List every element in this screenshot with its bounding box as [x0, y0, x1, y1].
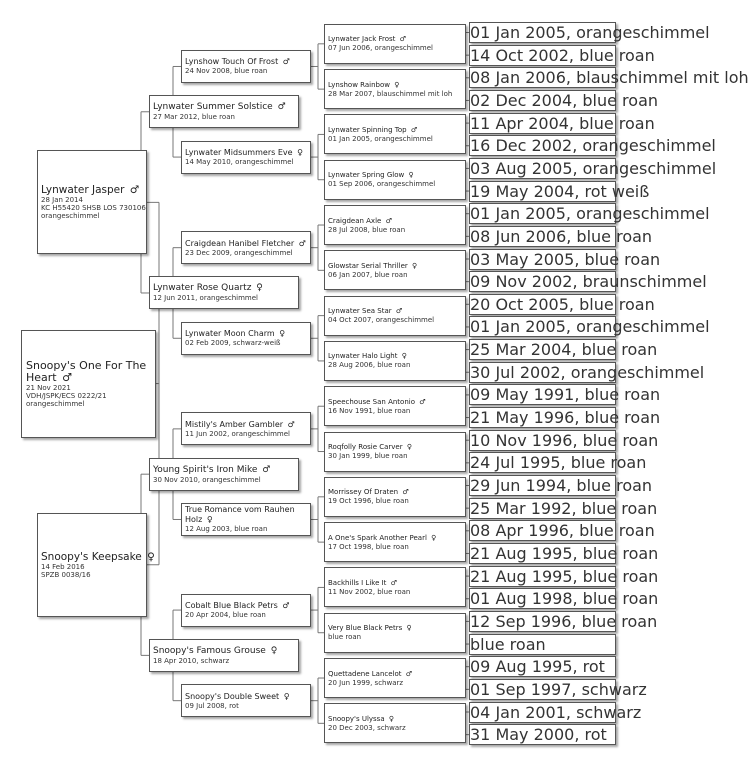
dog-name-text: Lynwater Moon Charm [185, 329, 275, 339]
dog-birth-info: 17 Oct 1998, blue roan [328, 542, 409, 551]
female-symbol-icon: ♀ [270, 645, 278, 656]
dog-name-text: Lynwater Spring Glow [328, 171, 405, 180]
dog-name [328, 670, 462, 679]
dog-birth-info: 11 Apr 2004, blue roan [470, 113, 655, 133]
dog-name [26, 360, 151, 384]
dog-birth-info: 25 Mar 1992, blue roan [470, 498, 658, 518]
ancestor-card-gen5[interactable] [469, 113, 655, 134]
ancestor-card-gen5[interactable] [469, 384, 661, 405]
dog-birth-info: 14 Oct 2002, blue roan [470, 45, 655, 65]
ancestor-card-gen5[interactable] [469, 316, 710, 337]
dog-name-text: Cobalt Blue Black Petrs [185, 601, 278, 611]
dog-birth-info: 01 Sep 2006, orangeschimmel [328, 180, 436, 189]
dog-birth-info: blue roan [328, 633, 362, 642]
dog-name-text: Glowstar Serial Thriller [328, 261, 408, 270]
dog-name-text: Speechouse San Antonio [328, 397, 415, 406]
dog-birth-info: 30 Jan 1999, blue roan [328, 452, 408, 461]
dog-birth-info: 31 May 2000, rot [470, 725, 607, 745]
ancestor-card-gen4[interactable] [324, 24, 466, 64]
dog-name-text: Quettadene Lancelot [328, 669, 402, 678]
ancestor-card-gen5[interactable] [469, 566, 659, 587]
female-symbol-icon: ♀ [283, 691, 290, 701]
ancestor-card-gen4[interactable] [324, 703, 466, 743]
male-symbol-icon: ♂ [419, 397, 426, 406]
dog-name [153, 283, 295, 294]
dog-birth-info: 07 Jun 2006, orangeschimmel [328, 44, 433, 53]
dog-name [185, 329, 307, 339]
dog-birth-info: 09 Nov 2002, braunschimmel [470, 272, 707, 292]
dog-birth-info: 01 Jan 2005, orangeschimmel [470, 317, 710, 337]
dog-birth-info: 09 Aug 1995, rot [470, 657, 605, 677]
ancestor-card-gen3[interactable] [181, 412, 311, 445]
ancestor-card-gen3[interactable] [181, 231, 311, 264]
dog-birth-info: 12 Aug 2003, blue roan [185, 525, 268, 534]
dog-birth-info: 16 Dec 2002, orangeschimmel [470, 136, 716, 156]
dog-name-text: Lynwater Jasper [41, 184, 125, 197]
ancestor-card-gen5[interactable] [469, 679, 647, 700]
dog-birth-info: 24 Nov 2008, blue roan [185, 67, 268, 76]
ancestor-card-gen5[interactable] [469, 67, 749, 88]
dog-birth-info: 30 Nov 2010, orangeschimmel [153, 475, 261, 484]
dog-birth-info: 24 Jul 1995, blue roan [470, 453, 647, 473]
male-symbol-icon: ♂ [277, 102, 286, 113]
dog-birth-info: 14 Feb 2016 [41, 562, 85, 571]
dog-name-text: Lynwater Sea Star [328, 307, 392, 316]
ancestor-card-gen4[interactable] [324, 522, 466, 562]
dog-name [185, 148, 307, 158]
dog-name [328, 171, 462, 180]
ancestor-card-gen5[interactable] [469, 452, 647, 473]
dog-name-text: Lynwater Jack Frost [328, 35, 396, 44]
ancestor-card-gen4[interactable] [324, 477, 466, 517]
dog-birth-info: 21 Aug 1995, blue roan [470, 543, 659, 563]
dog-name-text: Roqfolly Rosie Carver [328, 443, 403, 452]
ancestor-card-gen5[interactable] [469, 181, 650, 202]
ancestor-card-gen1[interactable] [37, 513, 155, 617]
dog-birth-info: 11 Jun 2002, orangeschimmel [185, 429, 290, 438]
dog-birth-info: 04 Jan 2001, schwarz [470, 702, 642, 722]
dog-birth-info: 30 Jul 2002, orangeschimmel [470, 362, 705, 382]
dog-birth-info: 20 Oct 2005, blue roan [470, 294, 655, 314]
dog-name [328, 217, 462, 226]
ancestor-card-gen5[interactable] [469, 430, 659, 451]
dog-registration-info: VDH/JSPK/ECS 0222/21 [26, 391, 107, 400]
dog-name-text: Snoopy's One For The Heart [26, 358, 147, 384]
dog-name [185, 239, 307, 249]
dog-birth-info: 28 Mar 2007, blauschimmel mit loh [328, 89, 453, 98]
ancestor-card-gen5[interactable] [469, 249, 661, 270]
ancestor-card-gen2[interactable] [149, 95, 299, 128]
ancestor-card-gen4[interactable] [324, 658, 466, 698]
ancestor-card-gen3[interactable] [181, 322, 311, 355]
dog-registration-info: SPZB 0038/16 [41, 570, 91, 579]
ancestor-card-gen5[interactable] [469, 634, 616, 655]
dog-birth-info: 20 Apr 2004, blue roan [185, 611, 266, 620]
ancestor-card-gen5[interactable] [469, 520, 655, 541]
ancestor-card-gen4[interactable] [324, 205, 466, 245]
dog-birth-info: 01 Aug 1998, blue roan [470, 589, 659, 609]
female-symbol-icon: ♀ [279, 329, 286, 339]
dog-birth-info: 12 Sep 1996, blue roan [470, 611, 658, 631]
dog-birth-info: 14 May 2010, orangeschimmel [185, 158, 294, 167]
dog-name [185, 505, 307, 525]
dog-name [328, 352, 462, 361]
dog-name-text: Lynwater Summer Solstice [153, 102, 273, 113]
ancestor-card-gen5[interactable] [469, 362, 705, 383]
dog-birth-info: 23 Dec 2009, orangeschimmel [185, 248, 293, 257]
dog-name [328, 398, 462, 407]
ancestor-card-gen1[interactable] [37, 150, 147, 254]
ancestor-card-gen2[interactable] [149, 639, 299, 672]
dog-name-text: Snoopy's Ulyssa [328, 714, 385, 723]
dog-name [185, 420, 307, 430]
dog-birth-info: 03 Aug 2005, orangeschimmel [470, 158, 717, 178]
dog-name-text: Mistily's Amber Gambler [185, 419, 284, 429]
ancestor-card-gen5[interactable] [469, 271, 707, 292]
dog-name-text: Craigdean Hanibel Fletcher [185, 238, 295, 248]
ancestor-card-gen3[interactable] [181, 594, 311, 627]
ancestor-card-gen5[interactable] [469, 22, 710, 43]
female-symbol-icon: ♀ [406, 624, 412, 633]
dog-name-text: Young Spirit's Iron Mike [153, 464, 258, 475]
male-symbol-icon: ♂ [262, 464, 271, 475]
dog-name [41, 184, 143, 196]
dog-birth-info: blue roan [470, 634, 546, 654]
male-symbol-icon: ♂ [399, 35, 406, 44]
ancestor-card-gen5[interactable] [469, 475, 653, 496]
dog-name-text: Snoopy's Famous Grouse [153, 645, 266, 656]
male-symbol-icon: ♂ [282, 57, 290, 67]
ancestor-card-gen5[interactable] [469, 611, 658, 632]
dog-name-text: Craigdean Axle [328, 216, 382, 225]
dog-name-text: Lynwater Halo Light [328, 352, 398, 361]
dog-birth-info: 08 Jun 2006, blue roan [470, 226, 653, 246]
dog-name-text: Very Blue Black Petrs [328, 624, 403, 633]
male-symbol-icon: ♂ [405, 669, 413, 678]
ancestor-card-gen5[interactable] [469, 339, 658, 360]
ancestor-card-gen4[interactable] [324, 341, 466, 381]
dog-name [328, 262, 462, 271]
dog-name [328, 81, 462, 90]
dog-birth-info: 02 Feb 2009, schwarz-weiß [185, 339, 281, 348]
ancestor-card-gen3[interactable] [181, 141, 311, 174]
dog-birth-info: 20 Jun 1999, schwarz [328, 678, 404, 687]
dog-birth-info: 21 May 1996, blue roan [470, 408, 661, 428]
dog-name-text: Lynshow Rainbow [328, 80, 390, 89]
dog-birth-info: 28 Jan 2014 [41, 196, 83, 205]
dog-name [328, 126, 462, 135]
female-symbol-icon: ♀ [297, 148, 303, 158]
dog-birth-info: 28 Jul 2008, blue roan [328, 225, 406, 234]
dog-birth-info: 21 Aug 1995, blue roan [470, 566, 659, 586]
ancestor-card-gen5[interactable] [469, 588, 659, 609]
dog-name [328, 307, 462, 316]
dog-name [328, 534, 462, 543]
dog-birth-info: 02 Dec 2004, blue roan [470, 90, 659, 110]
dog-birth-info: 09 Jul 2008, rot [185, 701, 239, 710]
female-symbol-icon: ♀ [401, 352, 407, 361]
male-symbol-icon: ♂ [395, 307, 403, 316]
ancestor-card-gen5[interactable] [469, 226, 653, 247]
dog-birth-info: 08 Apr 1996, blue roan [470, 521, 655, 541]
female-symbol-icon: ♀ [394, 80, 400, 89]
female-symbol-icon: ♀ [408, 171, 414, 180]
ancestor-card-gen4[interactable] [324, 250, 466, 290]
dog-birth-info: 29 Jun 1994, blue roan [470, 476, 653, 495]
male-symbol-icon: ♂ [287, 419, 295, 429]
dog-name [328, 624, 462, 633]
dog-name [153, 102, 295, 113]
dog-registration-info: orangeschimmel [41, 212, 100, 221]
ancestor-card-gen5[interactable] [469, 498, 658, 519]
ancestor-card-gen4[interactable] [324, 432, 466, 472]
dog-name [185, 57, 307, 67]
ancestor-card-gen5[interactable] [469, 135, 716, 156]
male-symbol-icon: ♂ [129, 184, 140, 197]
ancestor-card-gen5[interactable] [469, 543, 659, 564]
ancestor-card-gen2[interactable] [149, 276, 299, 309]
dog-birth-info: 01 Jan 2005, orangeschimmel [328, 134, 433, 143]
dog-birth-info: 12 Jun 2011, orangeschimmel [153, 294, 258, 303]
subject-card[interactable] [21, 330, 156, 438]
ancestor-card-gen4[interactable] [324, 296, 466, 336]
dog-birth-info: 25 Mar 2004, blue roan [470, 340, 658, 360]
male-symbol-icon: ♂ [385, 216, 392, 225]
dog-name-text: Lynwater Midsummers Eve [185, 148, 293, 158]
dog-birth-info: 03 May 2005, blue roan [470, 249, 661, 269]
dog-registration-info: KC H55420 SHSB LOS 730106 [41, 204, 146, 213]
dog-birth-info: 01 Jan 2005, orangeschimmel [470, 204, 710, 224]
ancestor-card-gen4[interactable] [324, 386, 466, 426]
female-symbol-icon: ♀ [431, 533, 437, 542]
dog-birth-info: 19 May 2004, rot weiß [470, 181, 650, 201]
ancestor-card-gen5[interactable] [469, 294, 655, 315]
ancestor-card-gen3[interactable] [181, 50, 311, 83]
dog-birth-info: 21 Nov 2021 [26, 383, 71, 392]
ancestor-card-gen5[interactable] [469, 407, 661, 428]
female-symbol-icon: ♀ [256, 283, 263, 294]
dog-name-text: Lynwater Rose Quartz [153, 283, 252, 294]
dog-name [41, 550, 155, 563]
ancestor-card-gen3[interactable] [181, 503, 311, 536]
dog-birth-info: 18 Apr 2010, schwarz [153, 656, 230, 665]
dog-name-text: Lynwater Spinning Top [328, 125, 407, 134]
dog-name [328, 579, 462, 588]
dog-birth-info: 01 Sep 1997, schwarz [470, 679, 647, 699]
dog-name-text: A One's Spark Another Pearl [328, 533, 427, 542]
dog-name [328, 715, 462, 724]
dog-name [328, 35, 462, 44]
ancestor-card-gen3[interactable] [181, 684, 311, 717]
dog-birth-info: 04 Oct 2007, orangeschimmel [328, 316, 435, 325]
ancestor-card-gen4[interactable] [324, 114, 466, 154]
dog-birth-info: 08 Jan 2006, blauschimmel mit loh [470, 68, 749, 88]
ancestor-card-gen5[interactable] [469, 45, 655, 66]
dog-birth-info: 06 Jan 2007, blue roan [328, 270, 408, 279]
female-symbol-icon: ♀ [206, 515, 213, 525]
ancestor-card-gen4[interactable] [324, 567, 466, 607]
ancestor-card-gen5[interactable] [469, 90, 659, 111]
male-symbol-icon: ♂ [390, 578, 397, 587]
dog-birth-info: 10 Nov 1996, blue roan [470, 430, 659, 450]
dog-name-text: Lynshow Touch Of Frost [185, 57, 279, 67]
dog-birth-info: 09 May 1991, blue roan [470, 385, 661, 405]
ancestor-card-gen5[interactable] [469, 702, 642, 723]
female-symbol-icon: ♀ [147, 550, 155, 563]
dog-birth-info: 16 Nov 1991, blue roan [328, 406, 411, 415]
ancestor-card-gen5[interactable] [469, 656, 616, 677]
ancestor-card-gen4[interactable] [324, 613, 466, 653]
dog-birth-info: 19 Oct 1996, blue roan [328, 497, 409, 506]
male-symbol-icon: ♂ [282, 601, 290, 611]
ancestor-card-gen5[interactable] [469, 724, 616, 745]
male-symbol-icon: ♂ [410, 125, 418, 134]
dog-name [153, 465, 295, 476]
ancestor-card-gen4[interactable] [324, 69, 466, 109]
dog-registration-info: orangeschimmel [26, 399, 85, 408]
dog-name-text: True Romance vom Rauhen Holz [185, 505, 295, 525]
female-symbol-icon: ♀ [388, 714, 394, 723]
ancestor-card-gen4[interactable] [324, 160, 466, 200]
ancestor-card-gen5[interactable] [469, 158, 717, 179]
male-symbol-icon: ♂ [402, 488, 409, 497]
dog-name [328, 488, 462, 497]
dog-birth-info: 28 Aug 2006, blue roan [328, 361, 411, 370]
ancestor-card-gen2[interactable] [149, 458, 299, 491]
female-symbol-icon: ♀ [406, 443, 412, 452]
dog-name [185, 692, 307, 702]
dog-name [328, 443, 462, 452]
dog-name-text: Snoopy's Double Sweet [185, 691, 280, 701]
dog-name [185, 601, 307, 611]
dog-birth-info: 20 Dec 2003, schwarz [328, 723, 406, 732]
dog-birth-info: 01 Jan 2005, orangeschimmel [470, 23, 710, 42]
male-symbol-icon: ♂ [62, 370, 72, 384]
dog-name-text: Snoopy's Keepsake [41, 550, 142, 563]
female-symbol-icon: ♀ [412, 261, 418, 270]
dog-name-text: Morrissey Of Draten [328, 488, 399, 497]
ancestor-card-gen5[interactable] [469, 203, 710, 224]
dog-birth-info: 27 Mar 2012, blue roan [153, 113, 235, 122]
dog-birth-info: 11 Nov 2002, blue roan [328, 587, 411, 596]
dog-name [153, 646, 295, 657]
male-symbol-icon: ♂ [298, 238, 306, 248]
dog-name-text: Backhills I Like It [328, 578, 387, 587]
